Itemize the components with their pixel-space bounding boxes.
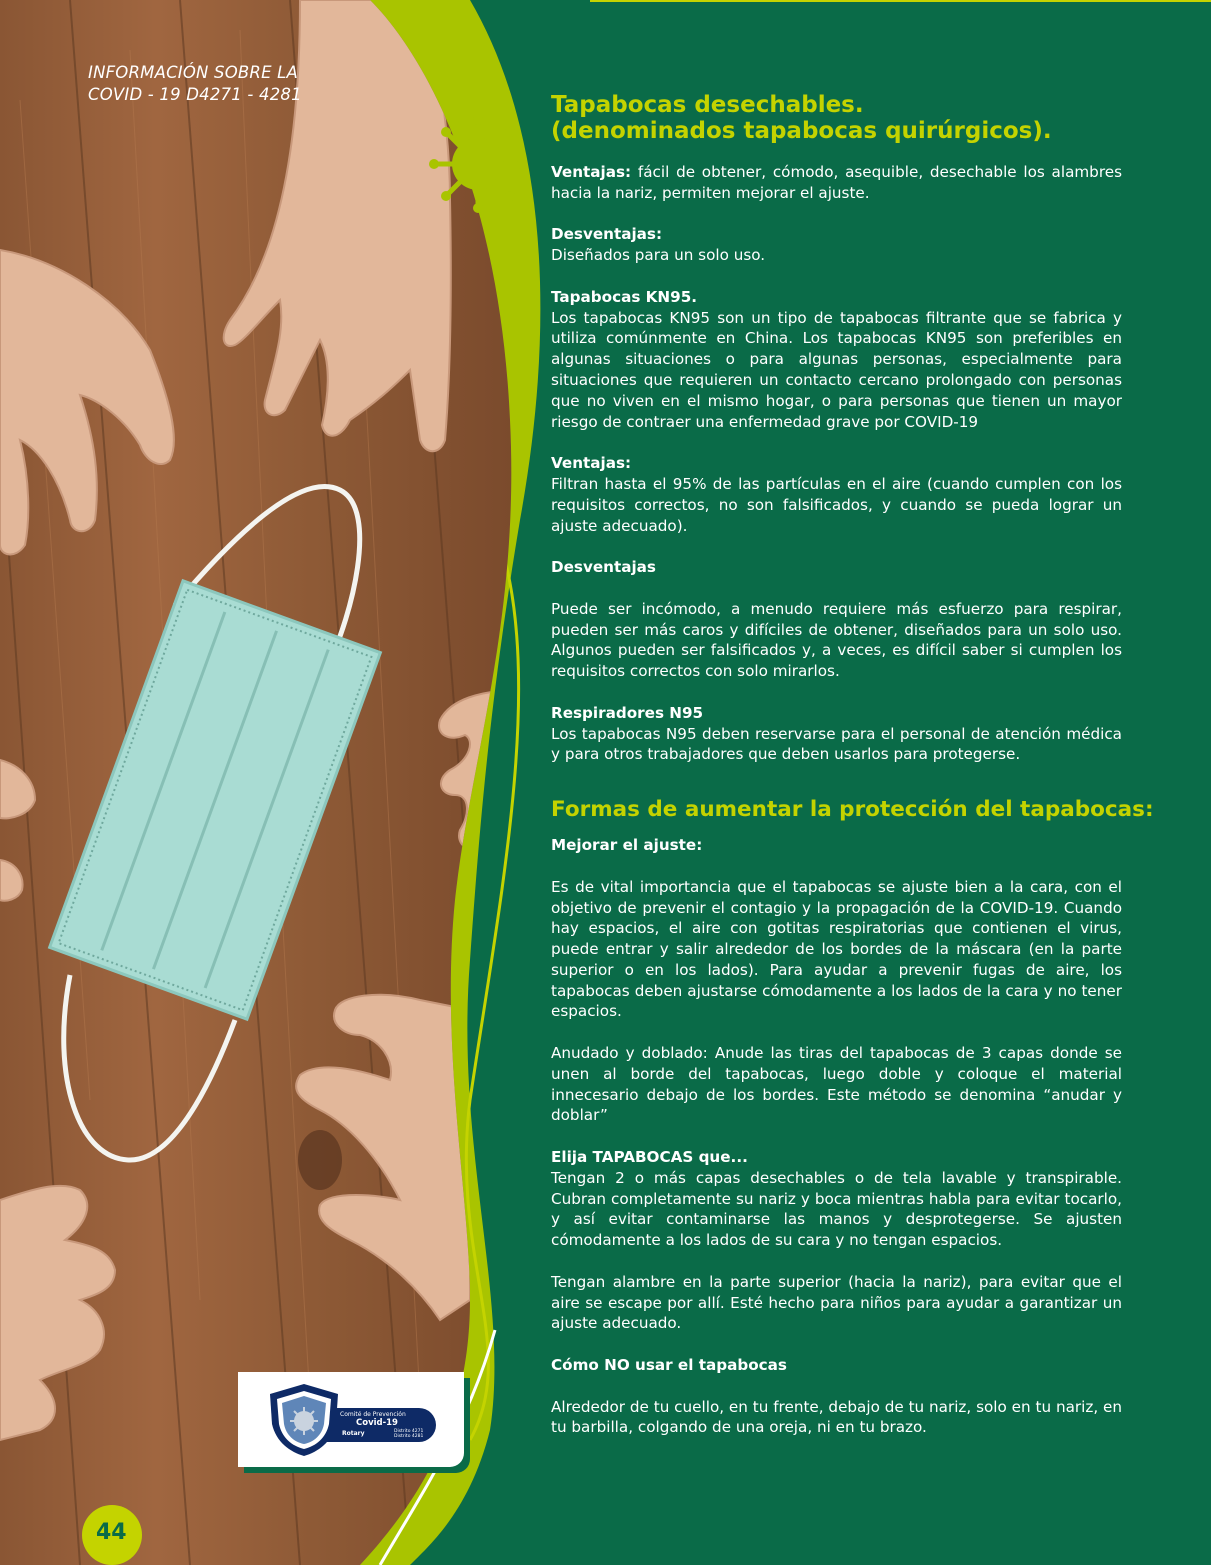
kn95-desventajas-paragraph xyxy=(551,557,1122,682)
logo-line-2: Covid-19 xyxy=(356,1418,398,1428)
ventajas-label: Ventajas: xyxy=(551,163,632,181)
shield-icon xyxy=(266,1382,342,1458)
kn95-ventajas-label: Ventajas: xyxy=(551,454,632,473)
logo-line-4: Distrito 4271 Distrito 4281 xyxy=(394,1429,424,1439)
n95-paragraph xyxy=(551,703,1122,765)
virus-icon xyxy=(429,115,527,213)
elija-text: Tengan 2 o más capas desechables o de tela lavable y transpirable. Cubran completamente su nariz y boca mientras habla para evitar tocarlo, y así evitar contaminarse las manos y desprotegerse. Se ajusten cómodamente a los lados de su cara y no tengan espacios. xyxy=(551,1168,1122,1250)
kn95-paragraph xyxy=(551,287,1122,433)
page-number: 44 xyxy=(96,1520,127,1545)
kn95-desventajas-label: Desventajas xyxy=(551,558,656,577)
ventajas-text: fácil de obtener, cómodo, asequible, desechable los alambres hacia la nariz, permiten mejorar el ajuste. xyxy=(551,163,1122,202)
n95-text: Los tapabocas N95 deben reservarse para el personal de atención médica y para otros trabajadores que deben usarlos para protegerse. xyxy=(551,724,1122,764)
section-title: Formas de aumentar la protección del tapabocas: xyxy=(551,797,1154,823)
header-line-1: INFORMACIÓN SOBRE LA xyxy=(88,63,299,82)
article-body xyxy=(551,92,1154,1459)
alambre-paragraph: Tengan alambre en la parte superior (hacia la nariz), para evitar que el aire se escape por allí. Esté hecho para niños para ayudar a garantizar un ajuste adecuado. xyxy=(551,1272,1122,1333)
kn95-ventajas-paragraph xyxy=(551,453,1122,536)
logo-line-3: Rotary xyxy=(342,1430,365,1437)
article-title xyxy=(551,92,1122,144)
ajuste-label: Mejorar el ajuste: xyxy=(551,836,703,855)
no-usar-text: Alrededor de tu cuello, en tu frente, debajo de tu nariz, solo en tu nariz, en tu barbilla, colgando de una oreja, ni en tu brazo. xyxy=(551,1397,1122,1437)
kn95-text: Los tapabocas KN95 son un tipo de tapabocas filtrante que se fabrica y utiliza comúnmente en China. Los tapabocas KN95 son preferibles en algunas situaciones o para algunas personas, especialmente para situaciones que requieren un contacto cercano prolongado con personas que no viven en el mismo hogar, o para personas que tienen un mayor riesgo de contraer una enfermedad grave por COVID-19 xyxy=(551,308,1122,431)
logo-line-1: Comité de Prevención xyxy=(340,1411,406,1418)
elija-label: Elija TAPABOCAS que... xyxy=(551,1148,748,1167)
elija-paragraph xyxy=(551,1147,1122,1251)
anudado-paragraph: Anudado y doblado: Anude las tiras del tapabocas de 3 capas donde se unen al borde del tapabocas, luego doble y coloque el material innecesario debajo de los bordes. Este método se denomina “anudar y doblar” xyxy=(551,1044,1122,1125)
no-usar-paragraph xyxy=(551,1355,1122,1438)
header-label xyxy=(88,62,388,106)
title-line-1: Tapabocas desechables. xyxy=(551,92,864,118)
no-usar-label: Cómo NO usar el tapabocas xyxy=(551,1356,787,1375)
virus-icon xyxy=(290,1407,318,1435)
header-line-2: COVID - 19 D4271 - 4281 xyxy=(88,85,302,104)
desventajas-label: Desventajas: xyxy=(551,225,663,244)
n95-label: Respiradores N95 xyxy=(551,703,704,722)
kn95-ventajas-text: Filtran hasta el 95% de las partículas en el aire (cuando cumplen con los requisitos correctos, no son falsificados, y cuando se pueda lograr un ajuste adecuado). xyxy=(551,474,1122,535)
ajuste-paragraph xyxy=(551,835,1122,1022)
title-line-2: (denominados tapabocas quirúrgicos). xyxy=(551,118,1052,144)
kn95-desventajas-text: Puede ser incómodo, a menudo requiere más esfuerzo para respirar, pueden ser más caros y difíciles de obtener, diseñados para un solo uso. Algunos pueden ser falsificados y, a veces, es difícil saber si cumplen los requisitos correctos con solo mirarlos. xyxy=(551,599,1122,681)
desventajas-text: Diseñados para un solo uso. xyxy=(551,246,766,265)
desventajas-paragraph xyxy=(551,224,1122,266)
ventajas-paragraph xyxy=(551,162,1122,204)
kn95-label: Tapabocas KN95. xyxy=(551,287,698,306)
committee-logo-card xyxy=(238,1372,464,1467)
ajuste-text: Es de vital importancia que el tapabocas se ajuste bien a la cara, con el objetivo de prevenir el contagio y la propagación de la COVID-19. Cuando hay espacios, el aire con gotitas respiratorias que contienen el virus, puede entrar y salir alrededor de los bordes de la máscara (en la parte superior o en los lados). Para ayudar a prevenir fugas de aire, los tapabocas deben ajustarse cómodamente a los lados de la cara y no tener espacios. xyxy=(551,877,1122,1021)
